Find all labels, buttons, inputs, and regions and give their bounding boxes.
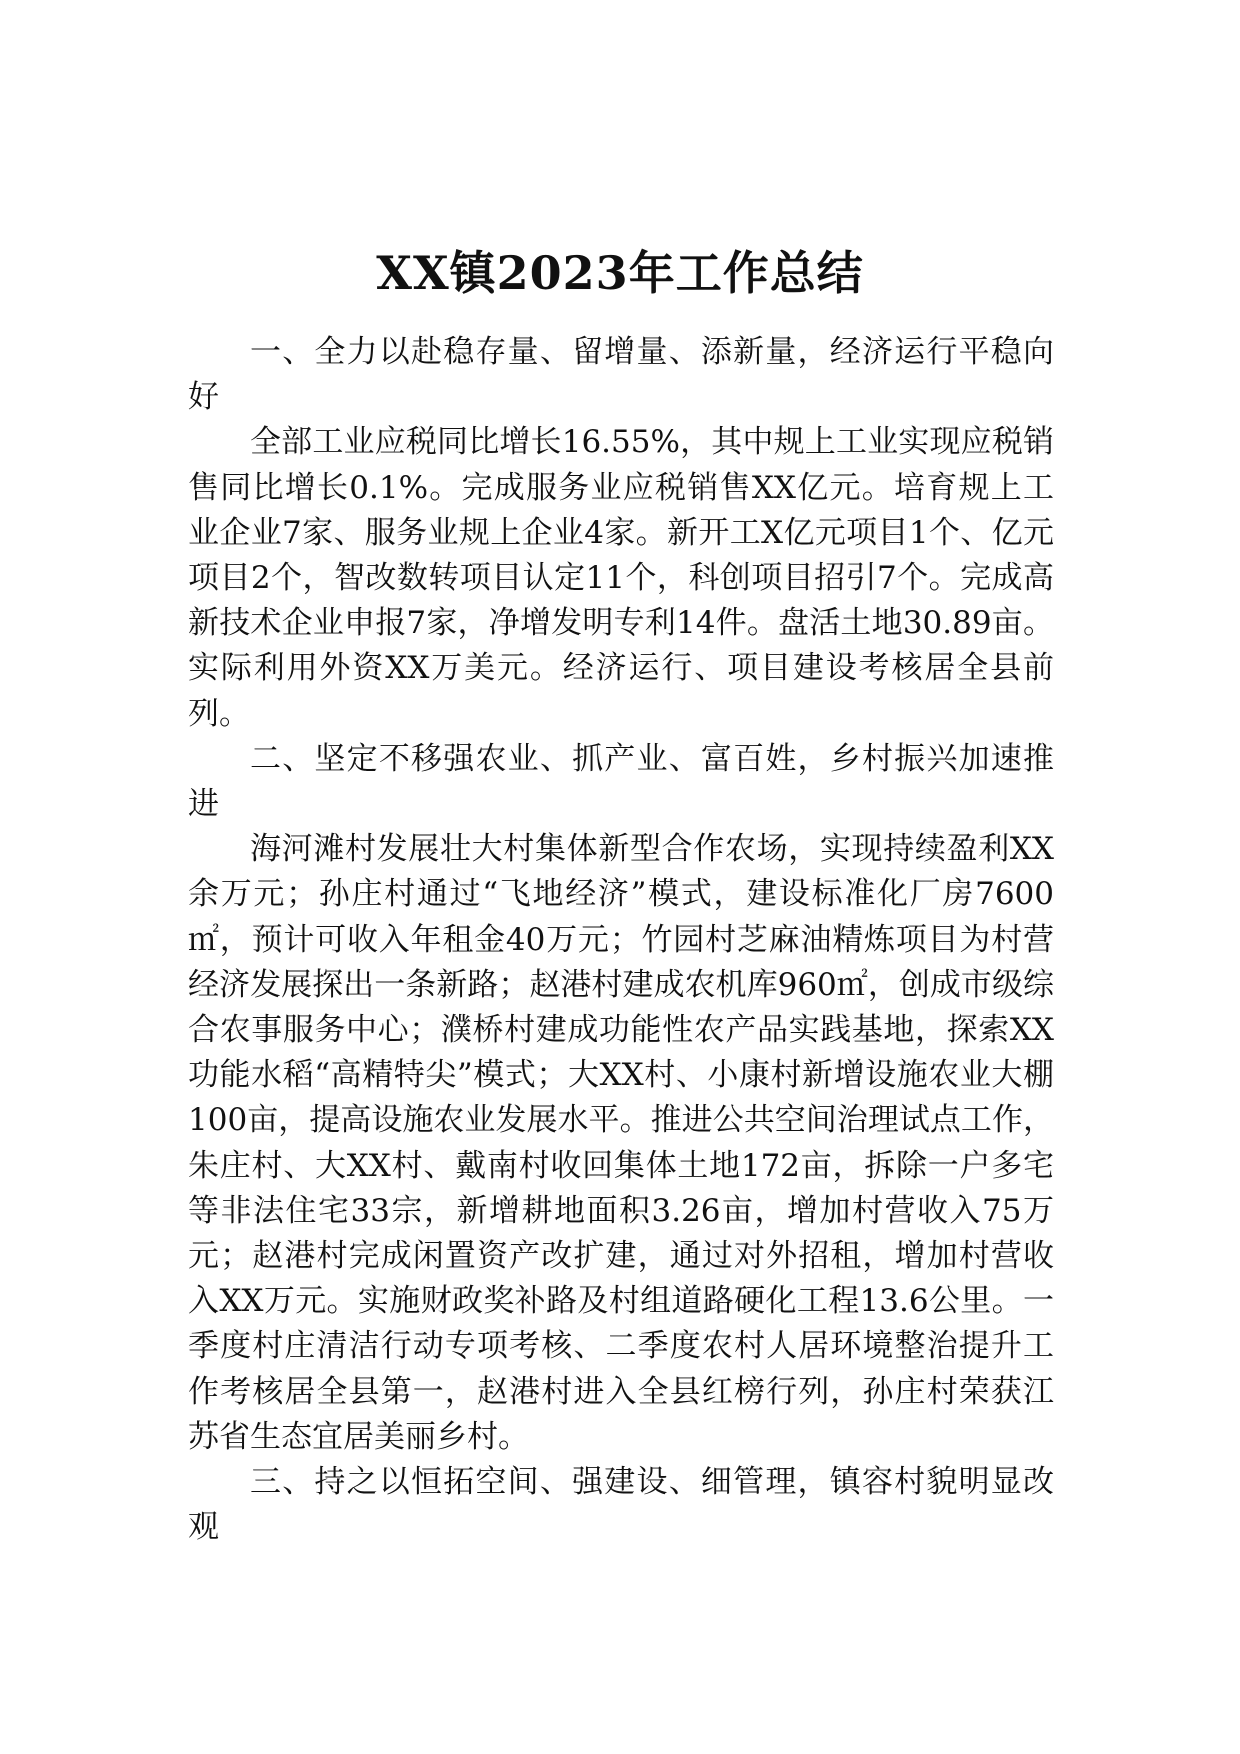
section-body-2: 海河滩村发展壮大村集体新型合作农场，实现持续盈利XX余万元；孙庄村通过“飞地经济”模式，建设标准化厂房7600㎡，预计可收入年租金40万元；竹园村芝麻油精炼项目为村营经济发展探出一条新路；赵港村建成农机库960㎡，创成市级综合农事服务中心；濮桥村建成功能性农产品实践基地，探索XX功能水稻“高精特尖”模式；大XX村、小康村新增设施农业大棚100亩，提高设施农业发展水平。推进公共空间治理试点工作，朱庄村、大XX村、戴南村收回集体土地172亩，拆除一户多宅等非法住宅33宗，新增耕地面积3.26亩，增加村营收入75万元；赵港村完成闲置资产改扩建，通过对外招租，增加村营收入XX万元。实施财政奖补路及村组道路硬化工程13.6公里。一季度村庄清洁行动专项考核、二季度农村人居环境整治提升工作考核居全县第一，赵港村进入全县红榜行列，孙庄村荣获江苏省生态宜居美丽乡村。 xyxy=(188,831,1054,1455)
section-heading-1: 一、全力以赴稳存量、留增量、添新量，经济运行平稳向好 xyxy=(188,334,1054,416)
document-title: XX镇2023年工作总结 xyxy=(376,245,864,300)
document-body xyxy=(188,330,1054,1550)
section-heading-3: 三、持之以恒拓空间、强建设、细管理，镇容村貌明显改观 xyxy=(188,1464,1054,1546)
section-body-1: 全部工业应税同比增长16.55%，其中规上工业实现应税销售同比增长0.1%。完成服务业应税销售XX亿元。培育规上工业企业7家、服务业规上企业4家。新开工X亿元项目1个、亿元项目2个，智改数转项目认定11个，科创项目招引7个。完成高新技术企业申报7家，净增发明专利14件。盘活土地30.89亩。实际利用外资XX万美元。经济运行、项目建设考核居全县前列。 xyxy=(188,424,1054,732)
section-heading-2: 二、坚定不移强农业、抓产业、富百姓，乡村振兴加速推进 xyxy=(188,740,1054,823)
